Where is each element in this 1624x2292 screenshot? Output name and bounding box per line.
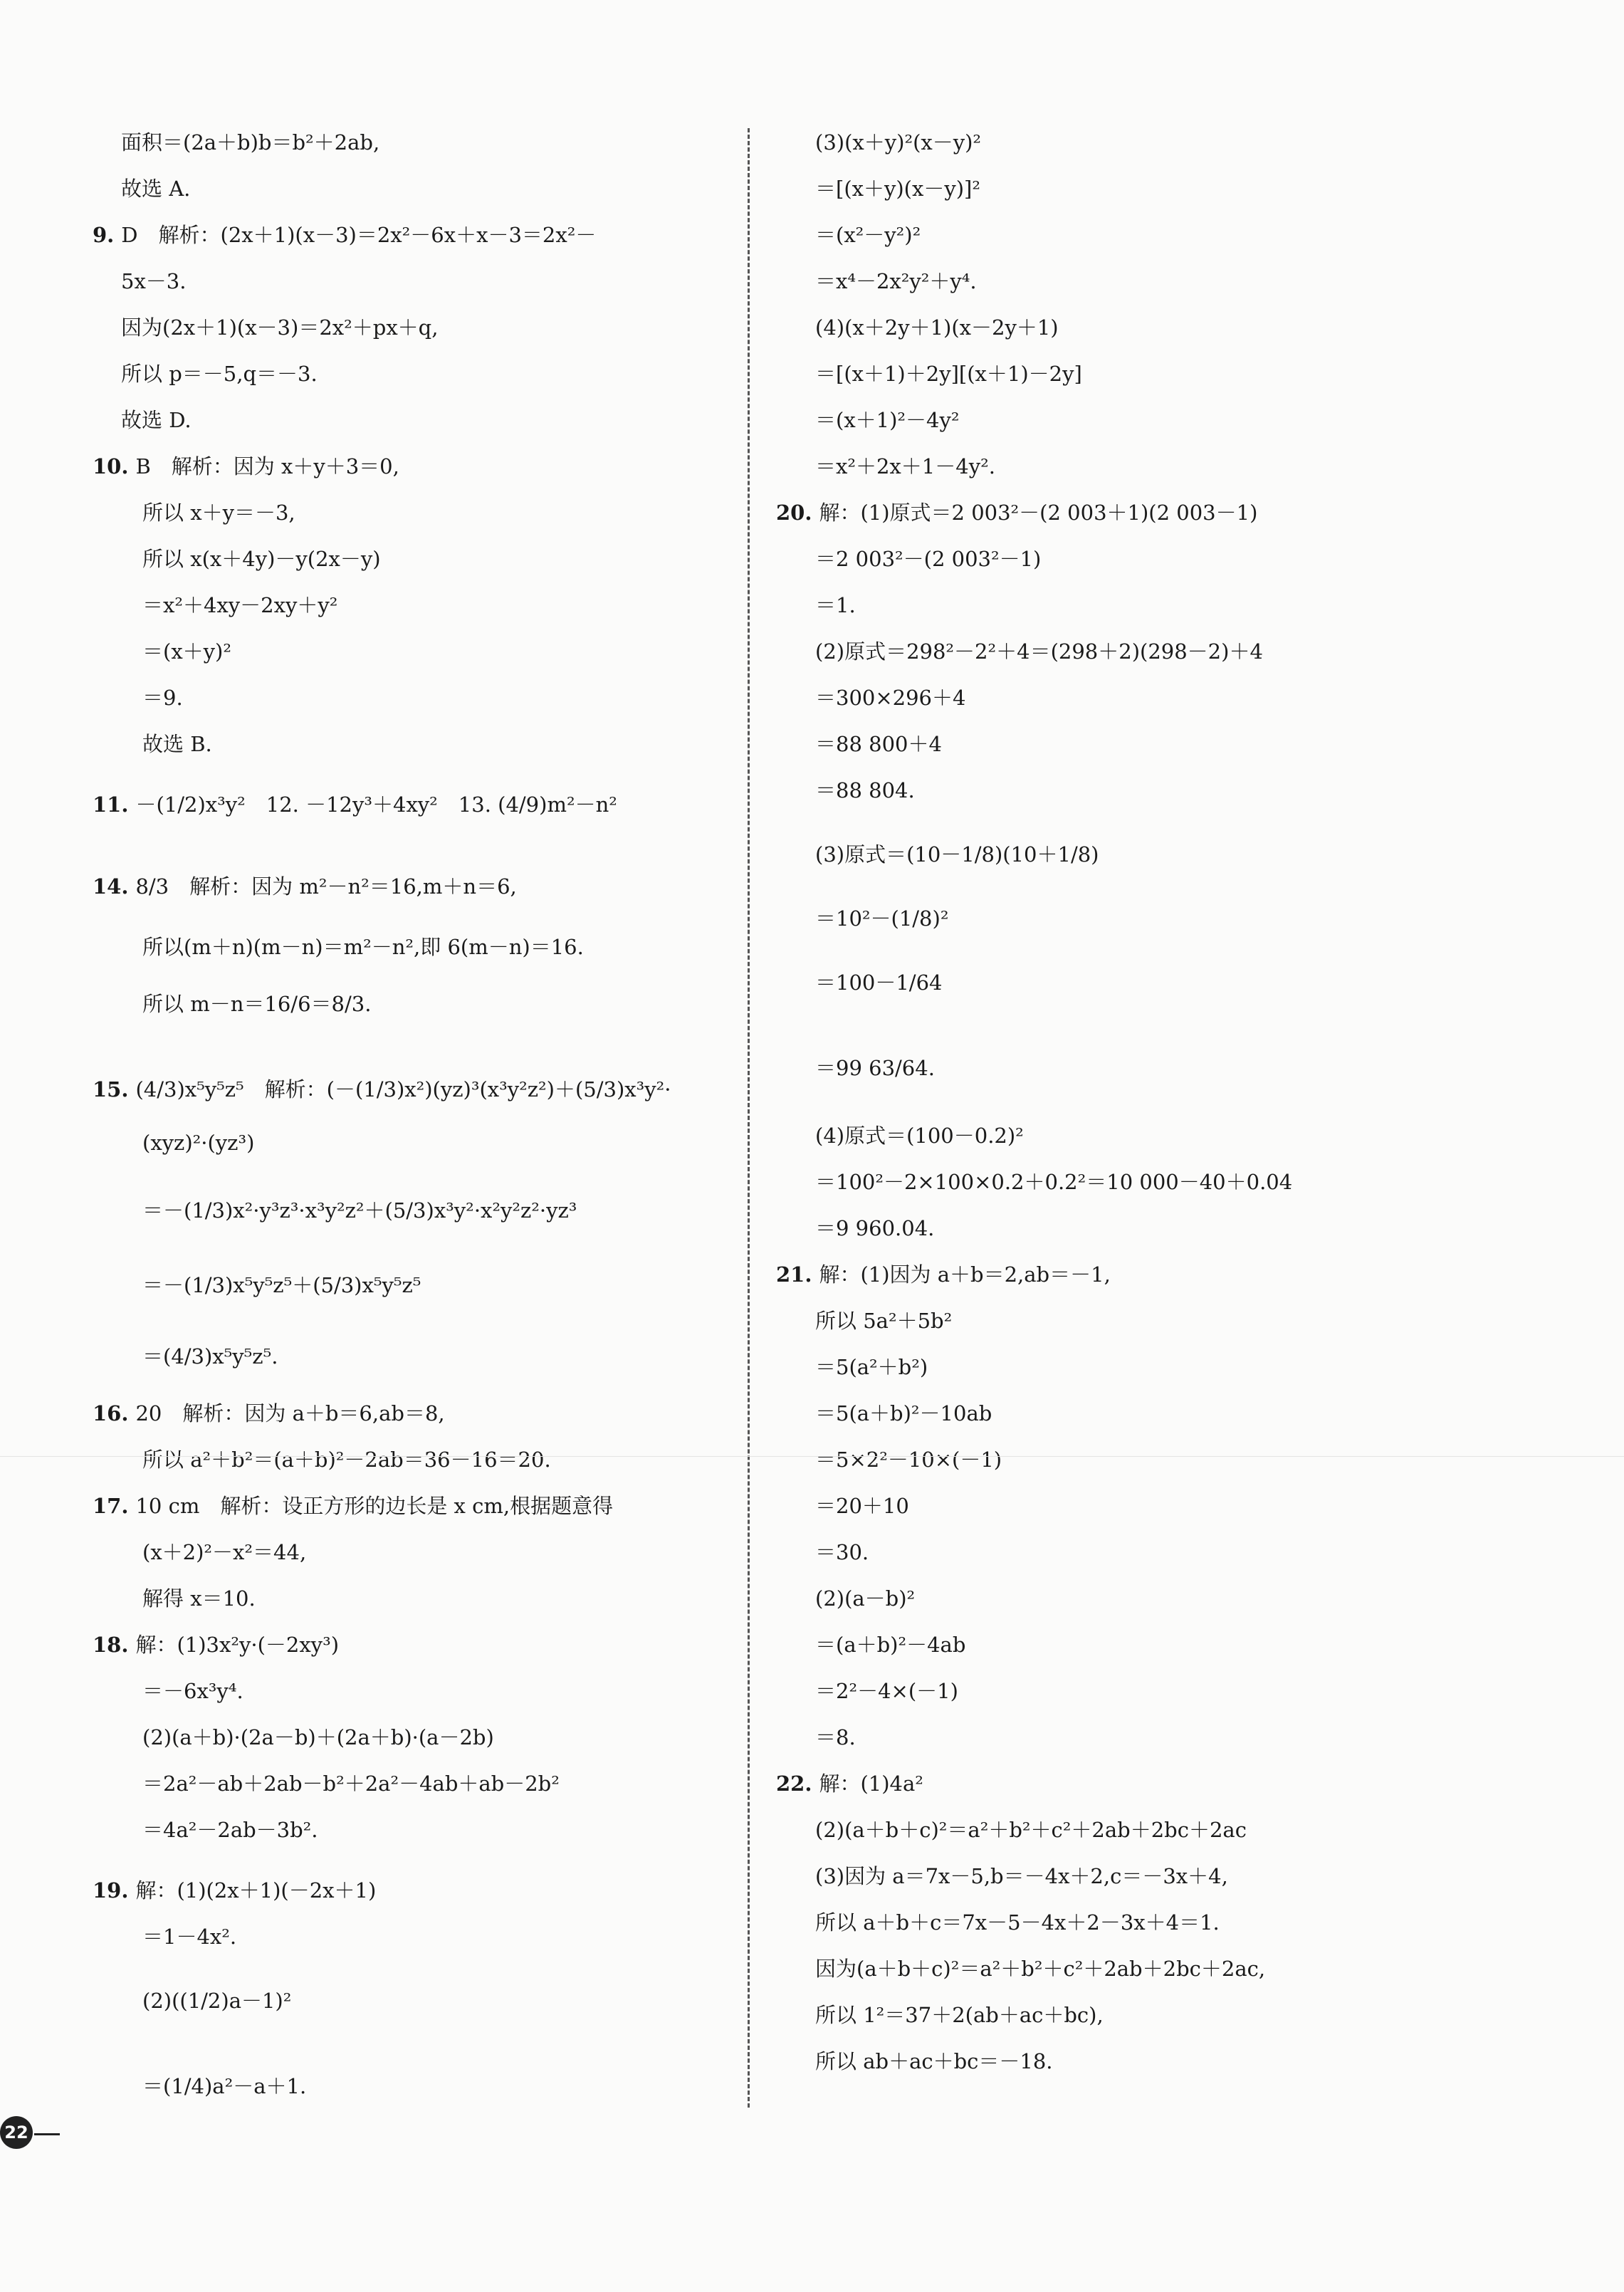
line-text: 所以(m＋n)(m－n)＝m²－n²,即 6(m－n)＝16.: [142, 935, 584, 959]
solution-line: [142, 591, 337, 619]
solution-line: [815, 1908, 1220, 1937]
question-line: [93, 790, 617, 819]
solution-line: [142, 498, 295, 527]
solution-line: [815, 637, 1263, 666]
question-line: [93, 1399, 445, 1428]
line-text: ＝100－1/64: [815, 970, 943, 995]
line-text: ＝20＋10: [815, 1494, 909, 1518]
line-text: ＝[(x＋y)(x－y)]²: [815, 177, 980, 201]
line-text: (4)原式＝(100－0.2)²: [815, 1124, 1024, 1148]
line-text: ＝30.: [815, 1540, 869, 1564]
solution-line: [142, 1769, 560, 1798]
line-text: 解得 x＝10.: [142, 1586, 256, 1611]
question-line: [776, 1769, 923, 1798]
line-text: (2)(a＋b)·(2a－b)＋(2a＋b)·(a－2b): [142, 1725, 494, 1749]
solution-line: [815, 221, 921, 249]
question-number: 10.: [93, 454, 129, 478]
solution-line: [142, 1584, 256, 1613]
question-line: [93, 221, 596, 249]
line-text: 故选 D.: [121, 408, 192, 432]
line-text: ＝2 003²－(2 003²－1): [815, 547, 1042, 571]
line-text: 所以 1²＝37＋2(ab＋ac＋bc),: [815, 2003, 1104, 2027]
line-text: (2)(a－b)²: [815, 1586, 916, 1611]
solution-line: [142, 1445, 551, 1474]
line-text: 解：(1)因为 a＋b＝2,ab＝－1,: [819, 1262, 1111, 1287]
question-line: [93, 1876, 376, 1905]
question-number: 22.: [776, 1772, 812, 1796]
line-text: (x＋2)²－x²＝44,: [142, 1540, 307, 1564]
solution-line: [815, 452, 995, 481]
line-text: (3)因为 a＝7x－5,b＝－4x＋2,c＝－3x＋4,: [815, 1864, 1228, 1888]
solution-line: [815, 1353, 928, 1381]
line-text: ＝2²－4×(－1): [815, 1679, 958, 1703]
line-text: ＝(1/4)a²－a＋1.: [142, 2074, 307, 2098]
solution-line: [142, 730, 212, 758]
column-divider: [748, 128, 750, 2108]
solution-line: [815, 1121, 1024, 1150]
line-text: (xyz)²·(yz³): [142, 1131, 255, 1155]
line-text: ＝2a²－ab＋2ab－b²＋2a²－4ab＋ab－2b²: [142, 1772, 560, 1796]
solution-line: [142, 684, 183, 712]
line-text: 所以 a²＋b²＝(a＋b)²－2ab＝36－16＝20.: [142, 1448, 551, 1472]
line-text: ＝[(x＋1)＋2y][(x＋1)－2y]: [815, 362, 1082, 386]
solution-line: [815, 904, 948, 933]
solution-line: [142, 1342, 278, 1371]
solution-line: [142, 1987, 291, 2015]
line-text: ＝－6x³y⁴.: [142, 1679, 243, 1703]
solution-line: [815, 1492, 909, 1520]
solution-line: [142, 1922, 236, 1951]
solution-line: [815, 1631, 965, 1659]
page-number-rule: [34, 2133, 60, 2135]
solution-line: [815, 2047, 1053, 2076]
solution-line: [142, 545, 381, 573]
question-line: [93, 1631, 339, 1659]
solution-line: [142, 1677, 243, 1705]
line-text: 解：(1)(2x＋1)(－2x＋1): [135, 1878, 377, 1903]
solution-line: [121, 360, 318, 388]
line-text: 故选 A.: [121, 177, 191, 201]
question-number: 19.: [93, 1878, 129, 1903]
solution-line: [815, 1677, 958, 1705]
line-text: ＝10²－(1/8)²: [815, 906, 949, 931]
line-text: ＝－(1/3)x⁵y⁵z⁵＋(5/3)x⁵y⁵z⁵: [142, 1273, 421, 1297]
line-text: ＝5(a＋b)²－10ab: [815, 1401, 992, 1425]
question-number: 21.: [776, 1262, 812, 1287]
line-text: ＝5×2²－10×(－1): [815, 1448, 1002, 1472]
line-text: ＝－(1/3)x²·y³z³·x³y²z²＋(5/3)x³y²·x²y²z²·yz³: [142, 1198, 577, 1223]
question-number: 11.: [93, 792, 129, 817]
line-text: ＝1－4x².: [142, 1925, 237, 1949]
solution-line: [815, 1054, 935, 1082]
line-text: 因为(a＋b＋c)²＝a²＋b²＋c²＋2ab＋2bc＋2ac,: [815, 1957, 1266, 1981]
solution-line: [142, 1816, 318, 1844]
solution-line: [815, 406, 960, 434]
solution-line: [815, 1584, 915, 1613]
line-text: (2)原式＝298²－2²＋4＝(298＋2)(298－2)＋4: [815, 639, 1263, 664]
solution-line: [815, 1168, 1292, 1196]
line-text: ＝100²－2×100×0.2＋0.2²＝10 000－40＋0.04: [815, 1170, 1293, 1194]
solution-line: [121, 174, 190, 203]
question-line: [776, 1260, 1111, 1289]
line-text: 10 cm 解析：设正方形的边长是 x cm,根据题意得: [135, 1494, 614, 1518]
line-text: 因为(2x＋1)(x－3)＝2x²＋px＋q,: [121, 315, 439, 340]
line-text: ＝5(a²＋b²): [815, 1355, 928, 1379]
question-line: [93, 452, 399, 481]
solution-line: [121, 128, 379, 157]
line-text: 所以 a＋b＋c＝7x－5－4x＋2－3x＋4＝1.: [815, 1910, 1220, 1935]
solution-line: [815, 174, 980, 203]
solution-line: [815, 313, 1059, 342]
solution-line: [815, 776, 915, 805]
line-text: ＝(a＋b)²－4ab: [815, 1633, 966, 1657]
line-text: ＝88 800＋4: [815, 732, 942, 756]
solution-line: [142, 990, 371, 1018]
line-text: 故选 B.: [142, 732, 212, 756]
line-text: (2)((1/2)a－1)²: [142, 1989, 292, 2013]
solution-line: [815, 1214, 934, 1242]
solution-line: [815, 545, 1041, 573]
question-line: [776, 498, 1257, 527]
solution-line: [142, 1538, 306, 1566]
line-text: B 解析：因为 x＋y＋3＝0,: [135, 454, 399, 478]
line-text: (3)原式＝(10－1/8)(10＋1/8): [815, 842, 1099, 867]
solution-line: [815, 684, 965, 712]
question-line: [93, 1492, 613, 1520]
line-text: ＝8.: [815, 1725, 856, 1749]
line-text: 所以 x＋y＝－3,: [142, 501, 295, 525]
solution-line: [815, 968, 942, 997]
line-text: ＝300×296＋4: [815, 686, 966, 710]
line-text: 所以 ab＋ac＋bc＝－18.: [815, 2049, 1053, 2073]
solution-line: [815, 591, 856, 619]
line-text: ＝(4/3)x⁵y⁵z⁵.: [142, 1344, 278, 1369]
solution-line: [815, 1538, 869, 1566]
question-number: 15.: [93, 1077, 129, 1101]
line-text: D 解析：(2x＋1)(x－3)＝2x²－6x＋x－3＝2x²－: [121, 223, 597, 247]
question-line: [93, 1075, 671, 1104]
solution-line: [815, 360, 1082, 388]
solution-line: [815, 730, 942, 758]
solution-line: [815, 128, 981, 157]
line-text: 5x－3.: [121, 269, 187, 293]
solution-line: [815, 1723, 856, 1752]
solution-line: [142, 1196, 577, 1225]
solution-line: [121, 406, 192, 434]
line-text: 所以 x(x＋4y)－y(2x－y): [142, 547, 381, 571]
line-text: ＝9.: [142, 686, 183, 710]
line-text: 解：(1)3x²y·(－2xy³): [135, 1633, 340, 1657]
line-text: 所以 m－n＝16/6＝8/3.: [142, 992, 372, 1016]
question-number: 14.: [93, 874, 129, 899]
line-text: －(1/2)x³y² 12. －12y³＋4xy² 13. (4/9)m²－n²: [135, 792, 617, 817]
solution-line: [121, 267, 186, 295]
question-number: 9.: [93, 223, 115, 247]
line-text: 8/3 解析：因为 m²－n²＝16,m＋n＝6,: [135, 874, 517, 899]
line-text: ＝88 804.: [815, 778, 915, 802]
line-text: ＝(x＋y)²: [142, 639, 231, 664]
question-number: 20.: [776, 501, 812, 525]
solution-line: [815, 1816, 1247, 1844]
solution-line: [142, 2072, 306, 2100]
solution-line: [815, 267, 977, 295]
line-text: ＝4a²－2ab－3b².: [142, 1818, 318, 1842]
line-text: ＝1.: [815, 593, 856, 617]
line-text: 所以 p＝－5,q＝－3.: [121, 362, 318, 386]
solution-line: [815, 1445, 1002, 1474]
line-text: 解：(1)4a²: [819, 1772, 923, 1796]
solution-line: [142, 933, 584, 961]
solution-line: [815, 1862, 1228, 1890]
line-text: (4)(x＋2y＋1)(x－2y＋1): [815, 315, 1059, 340]
solution-line: [815, 2001, 1104, 2029]
line-text: ＝x²＋2x＋1－4y².: [815, 454, 995, 478]
solution-line: [142, 1723, 494, 1752]
solution-line: [121, 313, 438, 342]
question-line: [93, 872, 517, 901]
line-text: 面积＝(2a＋b)b＝b²＋2ab,: [121, 130, 380, 155]
solution-line: [142, 1129, 254, 1157]
question-number: 18.: [93, 1633, 129, 1657]
question-number: 17.: [93, 1494, 129, 1518]
line-text: ＝x²＋4xy－2xy＋y²: [142, 593, 338, 617]
page-number-badge: 22: [0, 2116, 33, 2149]
solution-line: [142, 637, 231, 666]
line-text: (2)(a＋b＋c)²＝a²＋b²＋c²＋2ab＋2bc＋2ac: [815, 1818, 1247, 1842]
fold-line: [0, 1456, 1624, 1457]
line-text: ＝(x²－y²)²: [815, 223, 921, 247]
line-text: 所以 5a²＋5b²: [815, 1309, 953, 1333]
line-text: ＝9 960.04.: [815, 1216, 935, 1240]
solution-line: [815, 1307, 952, 1335]
solution-line: [815, 840, 1099, 869]
line-text: (4/3)x⁵y⁵z⁵ 解析：(－(1/3)x²)(yz)³(x³y²z²)＋(5/3)x³y²·: [135, 1077, 671, 1101]
line-text: ＝(x＋1)²－4y²: [815, 408, 960, 432]
solution-line: [142, 1271, 421, 1299]
solution-line: [815, 1399, 992, 1428]
line-text: 解：(1)原式＝2 003²－(2 003＋1)(2 003－1): [819, 501, 1258, 525]
question-number: 16.: [93, 1401, 129, 1425]
line-text: (3)(x＋y)²(x－y)²: [815, 130, 982, 155]
line-text: ＝x⁴－2x²y²＋y⁴.: [815, 269, 977, 293]
line-text: ＝99 63/64.: [815, 1056, 935, 1080]
solution-line: [815, 1955, 1265, 1983]
line-text: 20 解析：因为 a＋b＝6,ab＝8,: [135, 1401, 445, 1425]
